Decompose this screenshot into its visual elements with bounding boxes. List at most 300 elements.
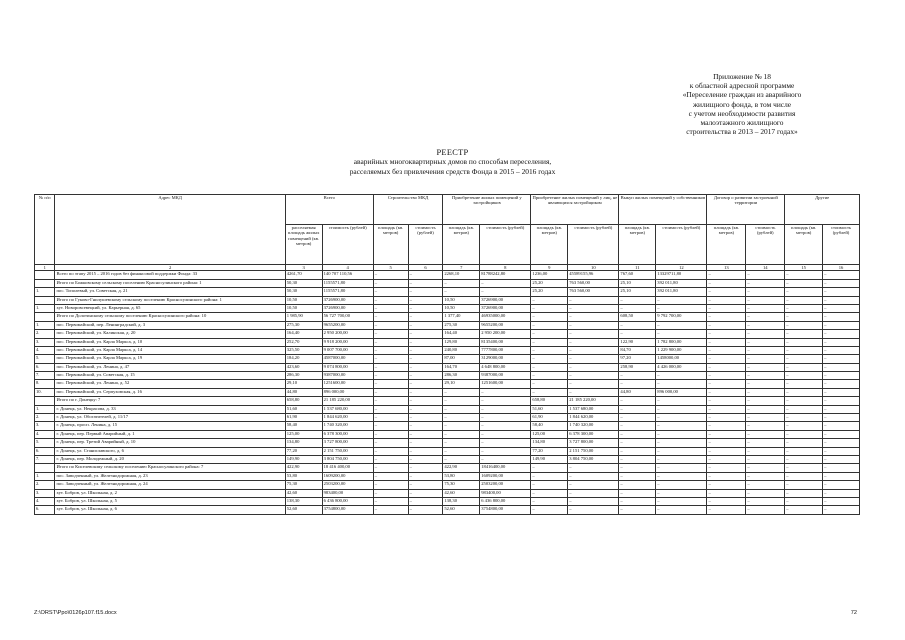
value-cell: 2 151 750,00 [322, 447, 373, 455]
value-cell: – [746, 397, 785, 405]
value-cell: – [656, 414, 707, 422]
value-cell: – [373, 296, 408, 304]
value-cell: – [823, 330, 860, 338]
table-row-subtotal [35, 296, 860, 304]
value-cell: 51,60 [285, 405, 322, 413]
address-cell: пос. Первомайский, ул. Карла Маркса, д. 19 [55, 355, 285, 363]
table-row [35, 304, 860, 312]
address-cell: г. Донецк, пер. Третий Аварийный, д. 10 [55, 439, 285, 447]
value-cell: 658,80 [285, 397, 322, 405]
value-cell: 3754800,00 [480, 506, 531, 514]
appendix-line: «Переселение граждан из аварийного [682, 90, 802, 100]
value-cell: 164,40 [285, 330, 322, 338]
value-cell: 77,20 [531, 447, 568, 455]
value-cell: – [480, 397, 531, 405]
value-cell: – [823, 447, 860, 455]
value-cell: 45589155,96 [568, 271, 619, 279]
value-cell: – [373, 330, 408, 338]
value-cell: – [746, 430, 785, 438]
value-cell: – [823, 271, 860, 279]
value-cell: – [531, 464, 568, 472]
value-cell: – [568, 363, 619, 371]
value-cell: – [656, 447, 707, 455]
registry-table [34, 194, 860, 515]
value-cell: – [656, 439, 707, 447]
value-cell: 42,60 [285, 489, 322, 497]
value-cell: – [480, 414, 531, 422]
value-cell: 3 727 800,00 [322, 439, 373, 447]
value-cell: – [785, 304, 823, 312]
table-row [35, 338, 860, 346]
value-cell: – [568, 372, 619, 380]
table-row-subtotal [35, 313, 860, 321]
value-cell: 3 804 750,00 [568, 456, 619, 464]
value-cell: – [619, 321, 656, 329]
value-cell: 7777800,00 [480, 346, 531, 354]
address-cell: пос. Заводченный, ул. Железнодорожная, д. 24 [55, 481, 285, 489]
value-cell: – [443, 414, 480, 422]
value-cell: – [408, 363, 443, 371]
value-cell: – [823, 414, 860, 422]
value-cell: 286,30 [285, 372, 322, 380]
value-cell: – [656, 321, 707, 329]
value-cell: – [746, 439, 785, 447]
value-cell: – [746, 288, 785, 296]
value-cell: 9 007 700,00 [322, 346, 373, 354]
value-cell: – [707, 296, 746, 304]
address-cell: пос. Заводченный, ул. Железнодорожная, д. 23 [55, 472, 285, 480]
header-cell-territory: Договор о развитии застроенной территории [707, 195, 785, 225]
value-cell: 252,70 [285, 338, 322, 346]
value-cell: – [785, 397, 823, 405]
value-cell: – [785, 296, 823, 304]
column-number-cell: 16 [823, 265, 860, 271]
value-cell: 1458000,00 [656, 355, 707, 363]
value-cell: – [443, 405, 480, 413]
value-cell: – [823, 338, 860, 346]
value-cell: – [408, 430, 443, 438]
row-number: 1. [35, 288, 55, 296]
table-row [35, 363, 860, 371]
value-cell: 983400,00 [480, 489, 531, 497]
value-cell: – [656, 372, 707, 380]
value-cell: – [746, 271, 785, 279]
row-number: 3. [35, 489, 55, 497]
value-cell: – [373, 405, 408, 413]
column-number-cell: 14 [746, 265, 785, 271]
value-cell: – [373, 472, 408, 480]
row-number: 1. [35, 321, 55, 329]
value-cell: – [619, 464, 656, 472]
value-cell: 29,10 [443, 380, 480, 388]
value-cell: – [656, 506, 707, 514]
title-line-1: аварийных многоквартирных домов по способам переселения, [353, 157, 552, 167]
row-number: 4. [35, 497, 55, 505]
value-cell: – [656, 497, 707, 505]
value-cell: 29,10 [285, 380, 322, 388]
header-cell-developer: Приобретение жилых помещений у застройщиков [443, 195, 531, 225]
value-cell: – [707, 338, 746, 346]
value-cell: – [746, 380, 785, 388]
value-cell: 4261,70 [285, 271, 322, 279]
value-cell: 10,50 [443, 304, 480, 312]
value-cell: – [568, 464, 619, 472]
value-cell: – [619, 472, 656, 480]
value-cell: – [531, 321, 568, 329]
value-cell: 1 740 320,00 [322, 422, 373, 430]
value-cell: – [656, 330, 707, 338]
value-cell: 4 426 000,00 [656, 363, 707, 371]
value-cell: – [746, 472, 785, 480]
value-cell: – [373, 456, 408, 464]
value-cell: – [568, 346, 619, 354]
value-cell: – [531, 372, 568, 380]
value-cell: 140 707 110,56 [322, 271, 373, 279]
value-cell: 2503200,00 [322, 481, 373, 489]
address-cell: пос. Тополевый, ул. Советская, д. 21 [55, 288, 285, 296]
value-cell: – [746, 304, 785, 312]
row-number: 3. [35, 338, 55, 346]
address-cell: г. Донецк, ул. Станиславского, д. 6 [55, 447, 285, 455]
header-area: площадь (кв. метров) [443, 225, 480, 265]
value-cell: – [785, 288, 823, 296]
value-cell: 2 151 750,00 [568, 447, 619, 455]
value-cell: 2503200,00 [480, 481, 531, 489]
value-cell: – [568, 321, 619, 329]
appendix-line: Приложение № 18 [713, 72, 771, 81]
value-cell: 56 727 700,00 [322, 313, 373, 321]
value-cell: – [707, 288, 746, 296]
value-cell: 44,80 [285, 388, 322, 396]
column-number-cell: 11 [619, 265, 656, 271]
value-cell: 10,50 [443, 296, 480, 304]
header-area: площадь (кв. метров) [785, 225, 823, 265]
value-cell: 77,20 [285, 447, 322, 455]
row-number [35, 313, 55, 321]
address-cell: г. Донецк, просп. Ленина, д. 15 [55, 422, 285, 430]
value-cell: 325,50 [285, 346, 322, 354]
header-area: площадь (кв. метров) [619, 225, 656, 265]
value-cell: 61,90 [285, 414, 322, 422]
value-cell: – [823, 489, 860, 497]
value-cell: – [531, 338, 568, 346]
value-cell: 392 011,80 [656, 288, 707, 296]
header-area-total: расселяемая площадь жилых помещений (кв. метров) [285, 225, 322, 265]
row-number: 5. [35, 439, 55, 447]
appendix-line: к областной адресной программе [689, 81, 795, 91]
value-cell: 896 000,00 [656, 388, 707, 396]
value-cell: 10,50 [285, 304, 322, 312]
value-cell: – [746, 422, 785, 430]
value-cell: 164,40 [443, 330, 480, 338]
value-cell: – [823, 363, 860, 371]
address-cell: Итого по Божковскому сельскому поселению Красносулинского района: 1 [55, 279, 285, 287]
row-number: 4. [35, 346, 55, 354]
value-cell: – [568, 472, 619, 480]
value-cell: – [619, 456, 656, 464]
row-number [35, 271, 55, 279]
value-cell: – [823, 405, 860, 413]
value-cell: – [568, 506, 619, 514]
table-row-subtotal [35, 464, 860, 472]
table-row [35, 355, 860, 363]
value-cell: – [785, 497, 823, 505]
value-cell: – [785, 464, 823, 472]
value-cell: – [568, 481, 619, 489]
value-cell: 25,20 [531, 279, 568, 287]
row-number: 8. [35, 380, 55, 388]
value-cell: – [707, 430, 746, 438]
value-cell: – [531, 489, 568, 497]
address-cell: г. Донецк, пер. Первый Аварийный, д. 1 [55, 430, 285, 438]
value-cell: – [443, 388, 480, 396]
value-cell: – [443, 456, 480, 464]
value-cell: – [531, 296, 568, 304]
value-cell: – [408, 405, 443, 413]
value-cell: 2 950 200,00 [322, 330, 373, 338]
table-row [35, 447, 860, 455]
value-cell: 46935000,00 [480, 313, 531, 321]
value-cell: – [785, 422, 823, 430]
value-cell: 149,90 [531, 456, 568, 464]
value-cell: – [373, 388, 408, 396]
table-row [35, 439, 860, 447]
address-cell: хут. Бобров, ул. Школьная, д. 5 [55, 497, 285, 505]
value-cell: – [785, 372, 823, 380]
row-number: 6. [35, 447, 55, 455]
appendix-line: жилищного фонда, в том числе [692, 99, 792, 109]
table-row [35, 481, 860, 489]
value-cell: – [568, 355, 619, 363]
value-cell: – [707, 388, 746, 396]
value-cell: 21 185 220,00 [568, 397, 619, 405]
value-cell: – [408, 338, 443, 346]
value-cell: 1251600,00 [480, 380, 531, 388]
header-cell-total: Всего [285, 195, 373, 225]
value-cell: – [823, 355, 860, 363]
table-row [35, 405, 860, 413]
column-number-cell: 7 [443, 265, 480, 271]
address-cell: пос. Первомайский, пер. Ленинградский, д. 3 [55, 321, 285, 329]
address-cell: пос. Первомайский, ул. Ленина, д. 47 [55, 363, 285, 371]
value-cell: – [408, 422, 443, 430]
value-cell: – [785, 405, 823, 413]
value-cell: 164,70 [443, 363, 480, 371]
value-cell: – [373, 304, 408, 312]
value-cell: – [480, 430, 531, 438]
value-cell: – [480, 388, 531, 396]
value-cell: – [408, 330, 443, 338]
table-row [35, 372, 860, 380]
address-cell: г. Донецк, ул. Обогатителей, д. 11/17 [55, 414, 285, 422]
value-cell: – [707, 346, 746, 354]
value-cell: – [531, 346, 568, 354]
value-cell: – [746, 330, 785, 338]
value-cell: – [707, 481, 746, 489]
value-cell: – [408, 304, 443, 312]
value-cell: – [619, 497, 656, 505]
value-cell: – [746, 388, 785, 396]
value-cell: 258,90 [619, 363, 656, 371]
header-cost: стоимость (рублей) [568, 225, 619, 265]
value-cell: 138,30 [285, 497, 322, 505]
address-cell: г. Донецк, ул. Некрасова, д. 33 [55, 405, 285, 413]
value-cell: 61,90 [531, 414, 568, 422]
header-cell-construction: Строительство МКД [373, 195, 443, 225]
value-cell: – [408, 506, 443, 514]
value-cell: – [373, 506, 408, 514]
value-cell: – [373, 397, 408, 405]
value-cell: – [619, 422, 656, 430]
value-cell: 1609200,00 [322, 472, 373, 480]
value-cell: 18 416 400,00 [322, 464, 373, 472]
value-cell: 6 378 300,00 [322, 430, 373, 438]
value-cell: – [823, 497, 860, 505]
value-cell: – [568, 497, 619, 505]
address-cell: пос. Первомайский, ул. Карла Маркса, д. 10 [55, 338, 285, 346]
value-cell: 9 918 200,00 [322, 338, 373, 346]
value-cell: – [619, 405, 656, 413]
value-cell: – [408, 321, 443, 329]
table-row [35, 497, 860, 505]
value-cell: 21 185 220,00 [322, 397, 373, 405]
value-cell: – [531, 472, 568, 480]
value-cell: 97,20 [619, 355, 656, 363]
header-area: площадь (кв. метров) [373, 225, 408, 265]
row-number: 3. [35, 422, 55, 430]
value-cell: – [408, 313, 443, 321]
value-cell: – [656, 397, 707, 405]
value-cell: – [785, 271, 823, 279]
value-cell: – [785, 321, 823, 329]
value-cell: 1609200,00 [480, 472, 531, 480]
value-cell: 1 844 620,00 [322, 414, 373, 422]
table-row [35, 489, 860, 497]
value-cell: 6 436 800,00 [480, 497, 531, 505]
value-cell: – [373, 481, 408, 489]
value-cell: – [408, 397, 443, 405]
value-cell: – [785, 330, 823, 338]
value-cell: 10,50 [285, 296, 322, 304]
value-cell: – [823, 506, 860, 514]
row-number: 1. [35, 405, 55, 413]
value-cell: 42,60 [443, 489, 480, 497]
table-row [35, 288, 860, 296]
value-cell: – [373, 363, 408, 371]
row-number: 7. [35, 456, 55, 464]
value-cell: 134,80 [285, 439, 322, 447]
header-cell-num: № п/п [35, 195, 55, 265]
value-cell: 1 229 900,00 [656, 346, 707, 354]
value-cell: – [785, 481, 823, 489]
value-cell: – [746, 279, 785, 287]
value-cell: – [823, 388, 860, 396]
address-cell: хут. Новоровсевецкий, ул. Карьерная, д. 65 [55, 304, 285, 312]
value-cell: 25,10 [619, 279, 656, 287]
value-cell: 3129000,00 [480, 355, 531, 363]
value-cell: – [408, 346, 443, 354]
column-number-cell: 3 [285, 265, 322, 271]
value-cell: – [746, 489, 785, 497]
row-number: 6. [35, 363, 55, 371]
column-number-cell: 9 [531, 265, 568, 271]
value-cell: – [823, 481, 860, 489]
value-cell: – [707, 472, 746, 480]
value-cell: – [408, 279, 443, 287]
row-number: 5. [35, 355, 55, 363]
value-cell: – [408, 414, 443, 422]
value-cell: – [568, 304, 619, 312]
value-cell: – [373, 447, 408, 455]
value-cell: – [373, 313, 408, 321]
row-number: 1. [35, 304, 55, 312]
value-cell: – [531, 497, 568, 505]
header-cost: стоимость (рублей) [823, 225, 860, 265]
value-cell: – [746, 456, 785, 464]
value-cell: – [707, 313, 746, 321]
value-cell: – [656, 405, 707, 413]
value-cell: – [443, 447, 480, 455]
row-number: 4. [35, 430, 55, 438]
table-row-subtotal [35, 271, 860, 279]
value-cell: 44,80 [619, 388, 656, 396]
value-cell: – [785, 363, 823, 371]
value-cell: – [373, 321, 408, 329]
value-cell: 658,80 [531, 397, 568, 405]
value-cell: – [746, 481, 785, 489]
title-head: РЕЕСТР [436, 148, 469, 157]
column-number-cell: 1 [35, 265, 55, 271]
value-cell: 6 436 800,00 [322, 497, 373, 505]
value-cell: – [373, 464, 408, 472]
value-cell: – [480, 288, 531, 296]
value-cell: 423,60 [285, 363, 322, 371]
value-cell: – [785, 346, 823, 354]
column-number-cell: 13 [707, 265, 746, 271]
value-cell: 4 648 800,00 [480, 363, 531, 371]
value-cell: – [656, 481, 707, 489]
value-cell: 25,10 [619, 288, 656, 296]
value-cell: 240,80 [443, 346, 480, 354]
value-cell: – [707, 355, 746, 363]
table-row [35, 506, 860, 514]
value-cell: – [568, 330, 619, 338]
value-cell: – [707, 422, 746, 430]
value-cell: – [408, 288, 443, 296]
value-cell: – [707, 439, 746, 447]
value-cell: 149,90 [285, 456, 322, 464]
value-cell: – [408, 372, 443, 380]
value-cell: – [785, 414, 823, 422]
value-cell: – [373, 372, 408, 380]
value-cell: – [619, 296, 656, 304]
value-cell: – [373, 271, 408, 279]
value-cell: – [823, 372, 860, 380]
value-cell: – [619, 447, 656, 455]
value-cell: – [785, 439, 823, 447]
header-cost: стоимость (рублей) [408, 225, 443, 265]
value-cell: – [619, 414, 656, 422]
address-cell: Итого по г. Донецку: 7 [55, 397, 285, 405]
value-cell: 6 378 300,00 [568, 430, 619, 438]
value-cell: – [707, 497, 746, 505]
value-cell: – [373, 422, 408, 430]
header-area: площадь (кв. метров) [531, 225, 568, 265]
file-path: Z:\ORST\Ppo\0126p107.f15.docx [34, 610, 117, 616]
value-cell: 53,80 [285, 472, 322, 480]
value-cell: – [746, 296, 785, 304]
value-cell: 3726900,00 [322, 304, 373, 312]
